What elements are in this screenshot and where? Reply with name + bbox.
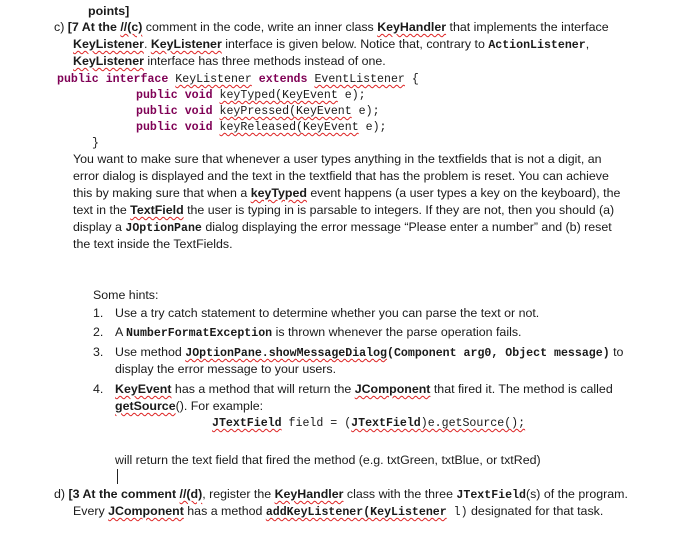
- text: KeyListener: [73, 37, 144, 51]
- code-keyword: extends: [251, 73, 315, 86]
- text: (). For example:: [175, 399, 264, 413]
- text: Every: [73, 504, 109, 518]
- hint-2-number: 2.: [93, 325, 104, 339]
- text: (s) of the program.: [525, 487, 628, 501]
- text: , register the: [202, 487, 275, 501]
- hint-1-number: 1.: [93, 306, 104, 320]
- text: is thrown whenever the parse operation fails.: [272, 325, 522, 339]
- code-text: )e.getSource();: [420, 417, 526, 430]
- paragraph-line-3: [73, 185, 620, 201]
- text: TextField: [130, 203, 184, 217]
- code-keyword: public void: [136, 105, 220, 118]
- text: [3 At the comment: [68, 487, 180, 501]
- code-text: e);: [358, 121, 387, 134]
- code-text: KeyListener: [175, 73, 252, 86]
- code-keyword: public void: [136, 121, 220, 134]
- text: JTextField: [456, 489, 526, 502]
- text: display a: [73, 220, 126, 234]
- text: keyTyped: [250, 186, 307, 200]
- text: //(c): [120, 20, 143, 34]
- code-text: {: [404, 73, 419, 86]
- text: that implements the interface: [446, 20, 609, 34]
- code-text: JTextField: [212, 417, 282, 430]
- text: dialog displaying the error message “Please enter a number” and (b) reset: [201, 220, 612, 234]
- code-text: e);: [337, 89, 366, 102]
- code-keyreleased-line: [136, 118, 387, 136]
- text: designated for that task.: [467, 504, 604, 518]
- hint-3-number: 3.: [93, 345, 104, 359]
- text: //(d): [179, 487, 203, 501]
- text-cursor: [117, 469, 118, 484]
- text: this by making sure that when a: [73, 186, 251, 200]
- code-text: keyPressed(KeyEvent: [219, 105, 352, 118]
- hint-4-continued: [115, 398, 263, 414]
- code-text: EventListener: [314, 73, 405, 86]
- text: NumberFormatException: [126, 327, 273, 340]
- text: text in the: [73, 203, 131, 217]
- text: JComponent: [354, 382, 431, 396]
- text: that fired it. The method is called: [430, 382, 613, 396]
- text: event happens (a user types a key on the keyboard), the: [306, 186, 621, 200]
- code-closing-brace: }: [92, 137, 99, 150]
- code-text: keyTyped(KeyEvent: [219, 89, 338, 102]
- code-keyword: public interface: [57, 73, 176, 86]
- paragraph-line-5: [73, 219, 612, 237]
- hint-3: [115, 344, 623, 362]
- text: ActionListener: [488, 39, 586, 52]
- text: c): [54, 20, 68, 34]
- code-text: field = (: [281, 417, 352, 430]
- text: Use method: [115, 345, 186, 359]
- paragraph-line-1: You want to make sure that whenever a user types anything in the textfields that is not a digit, an: [73, 152, 602, 166]
- code-text: keyReleased(KeyEvent: [219, 121, 359, 134]
- question-d-line-1: [54, 486, 628, 504]
- text: has a method that will return the: [171, 382, 355, 396]
- text: points]: [88, 4, 130, 18]
- text: JOptionPane.showMessageDialog: [185, 347, 388, 360]
- text: KeyEvent: [115, 382, 172, 396]
- paragraph-line-6: the text inside the TextFields.: [73, 237, 233, 251]
- text: addKeyListener(KeyListener: [265, 506, 447, 519]
- text: interface is given below. Notice that, contrary to: [221, 37, 489, 51]
- text: to: [609, 345, 624, 359]
- code-text: JTextField: [351, 417, 421, 430]
- hint-4-explanation: will return the text field that fired the method (e.g. txtGreen, txtBlue, or txtRed): [115, 453, 541, 467]
- text: (Component arg0, Object message): [387, 347, 610, 360]
- text: has a method: [183, 504, 266, 518]
- code-text: e);: [351, 105, 380, 118]
- question-c-line-2: [73, 36, 589, 54]
- hint-1: Use a try catch statement to determine whether you can parse the text or not.: [115, 306, 540, 320]
- text: the user is typing in is parsable to integers. If they are not, then you should (a): [183, 203, 615, 217]
- text: A: [115, 325, 127, 339]
- question-c-line-1: [54, 19, 609, 35]
- text: comment in the code, write an inner class: [142, 20, 378, 34]
- text: KeyHandler: [377, 20, 447, 34]
- code-example: [212, 416, 525, 432]
- code-keyword: public void: [136, 89, 220, 102]
- text: .: [143, 37, 151, 51]
- text: JOptionPane: [125, 222, 202, 235]
- paragraph-line-4: [73, 202, 614, 218]
- hint-2: [115, 324, 521, 342]
- question-d-line-2: [73, 503, 603, 521]
- paragraph-line-2: error dialog is displayed and the text in the textfield that has the problem is reset. You can achieve: [73, 169, 609, 183]
- question-c-line-3: [73, 53, 386, 69]
- text: getSource: [115, 399, 176, 413]
- text: ,: [585, 37, 590, 51]
- hint-3-continued: display the error message to your users.: [115, 362, 337, 376]
- hint-4-number: 4.: [93, 382, 104, 396]
- text: KeyListener: [150, 37, 222, 51]
- hints-heading: Some hints:: [93, 288, 159, 302]
- hint-4: [115, 381, 613, 397]
- text: class with the three: [343, 487, 457, 501]
- text: l): [446, 506, 468, 519]
- text: [7 At the: [67, 20, 121, 34]
- text: KeyListener: [73, 54, 144, 68]
- text: JComponent: [108, 504, 184, 518]
- text: interface has three methods instead of one.: [143, 54, 386, 68]
- truncated-points-text: [88, 3, 129, 19]
- text: d): [54, 487, 69, 501]
- text: KeyHandler: [274, 487, 344, 501]
